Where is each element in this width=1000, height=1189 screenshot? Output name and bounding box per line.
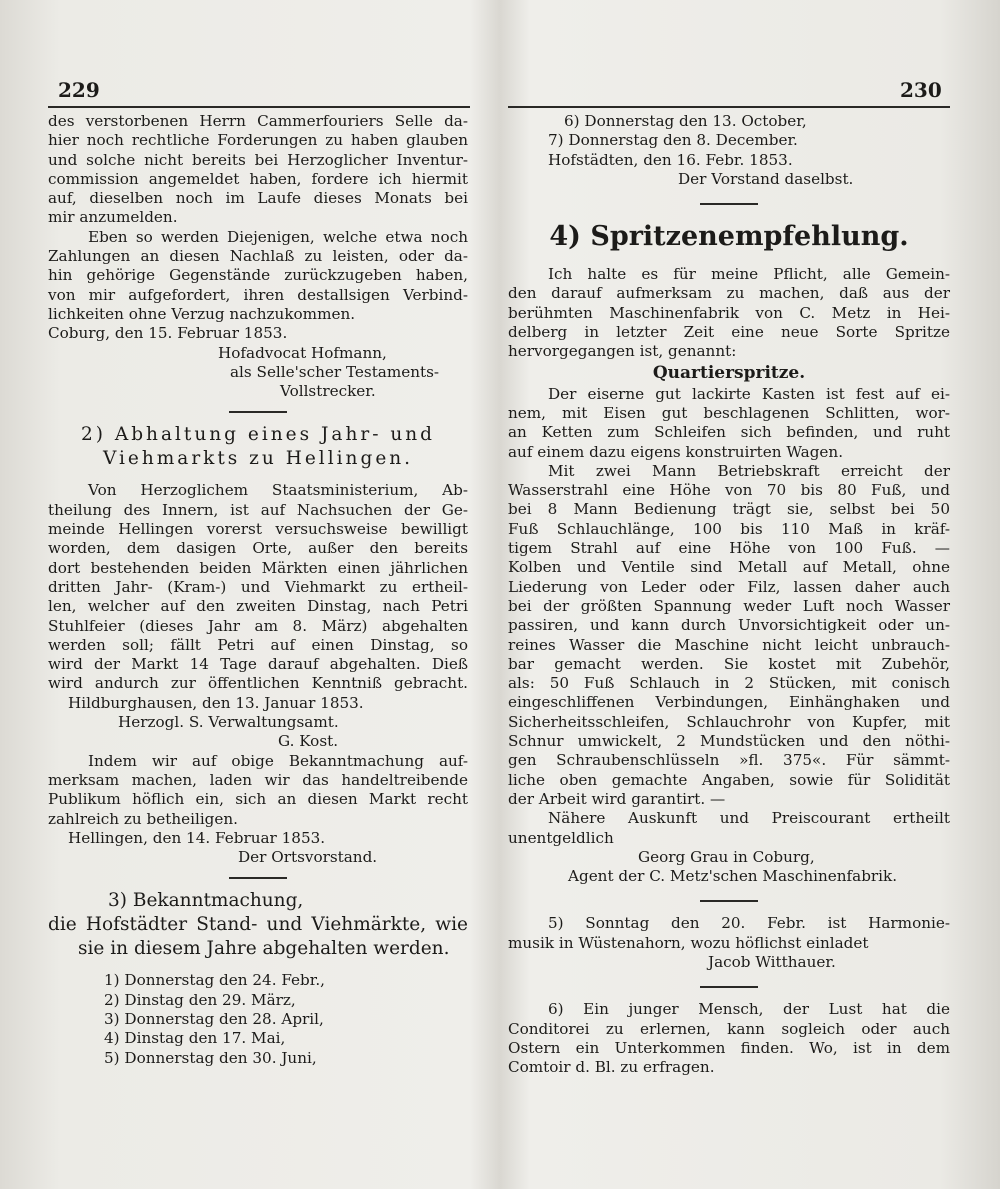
text-line: hier noch rechtliche Forderungen zu haben glauben [48, 131, 468, 150]
text-line: commission angemeldet haben, fordere ich hiermit [48, 169, 468, 188]
section-divider [700, 900, 758, 902]
text-line: auf einem dazu eigens konstruirten Wagen. [508, 442, 844, 461]
signature-line: Jacob Witthauer. [708, 952, 836, 971]
text-line: musik in Wüstenahorn, wozu höflichst einladet [508, 933, 869, 952]
list-item: 1) Donnerstag den 24. Febr., [104, 971, 326, 990]
text-line: Comtoir d. Bl. zu erfragen. [508, 1058, 715, 1077]
text-line: Fuß Schlauchlänge, 100 bis 110 Maß in kräf- [508, 519, 950, 538]
text-line: von mir aufgefordert, ihren destallsigen Verbind- [48, 285, 468, 304]
section-divider [229, 411, 287, 413]
signature-line: Der Ortsvorstand. [238, 848, 378, 867]
page-number-left: 229 [58, 78, 100, 102]
text-line: den darauf aufmerksam zu machen, daß aus der [508, 284, 950, 303]
text-line: Publikum höflich ein, sich an diesen Markt recht [48, 790, 468, 809]
notice-2-heading [48, 423, 468, 471]
text-line: Eben so werden Diejenigen, welche etwa noch [88, 227, 468, 246]
page-number-right: 230 [900, 78, 942, 102]
list-item: 4) Dinstag den 17. Mai, [104, 1029, 286, 1048]
header-rule-left [48, 106, 470, 108]
section-divider [229, 877, 287, 879]
text-line: meinde Hellingen vorerst versuchsweise bewilligt [48, 520, 468, 539]
dateline: Hildburghausen, den 13. Januar 1853. [68, 693, 364, 712]
text-line: passiren, und kann durch Unvorsichtigkeit oder un- [508, 616, 950, 635]
section-divider [700, 203, 758, 205]
header-rule-right [508, 106, 950, 108]
signature-line: Herzogl. S. Verwaltungsamt. [118, 713, 339, 732]
text-line: Mit zwei Mann Betriebskraft erreicht der [548, 461, 950, 480]
notice-2-paragraph [48, 481, 468, 693]
heading-line: 3) Bekanntmachung, [108, 890, 304, 912]
text-line: liche oben gemachte Angaben, sowie für Solidität [508, 770, 950, 789]
text-line: Schnur umwickelt, 2 Mundstücken und den nöthi- [508, 732, 950, 751]
heading-line: die Hofstädter Stand- und Viehmärkte, wie [48, 914, 468, 936]
text-line: eingeschliffenen Verbindungen, Einhänghaken und [508, 693, 950, 712]
text-line: nem, mit Eisen gut beschlagenen Schlitten, wor- [508, 403, 950, 422]
dateline: Hofstädten, den 16. Febr. 1853. [548, 150, 793, 169]
product-name: Quartierspritze. [652, 362, 806, 383]
signature-line: Der Vorstand daselbst. [678, 169, 854, 188]
text-line: worden, dem dasigen Orte, außer den bereits [48, 539, 468, 558]
text-line: dritten Jahr- (Kram-) und Viehmarkt zu ertheil- [48, 577, 468, 596]
text-line: bar gemacht werden. Sie kostet mit Zubehör, [508, 654, 950, 673]
text-line: wird andurch zur öffentlichen Kenntniß gebracht. [48, 674, 468, 693]
text-line: delberg in letzter Zeit eine neue Sorte Spritze [508, 323, 950, 342]
text-line: Ostern ein Unterkommen finden. Wo, ist in dem [508, 1038, 950, 1057]
text-line: bei 8 Mann Bedienung trägt sie, selbst bei 50 [508, 500, 950, 519]
section-divider [700, 986, 758, 988]
notice-1-paragraph-1 [48, 112, 468, 228]
text-line: Zahlungen an diesen Nachlaß zu leisten, oder da- [48, 247, 468, 266]
text-line: Sicherheitsschleifen, Schlauchrohr von Kupfer, mit [508, 712, 950, 731]
text-line: tigem Strahl auf eine Höhe von 100 Fuß. — [508, 539, 950, 558]
text-line: gen Schraubenschlüsseln »fl. 375«. Für sämmt- [508, 751, 950, 770]
heading-line: 2) Abhaltung eines Jahr- und [80, 424, 436, 446]
text-line: Liederung von Leder oder Filz, lassen daher auch [508, 577, 950, 596]
list-item: 2) Dinstag den 29. März, [104, 990, 296, 1009]
signature-line: Georg Grau in Coburg, [638, 847, 815, 866]
text-line: unentgeldlich [508, 828, 614, 847]
text-line: als: 50 Fuß Schlauch in 2 Stücken, mit conisch [508, 674, 950, 693]
notice-4-paragraph-1 [508, 265, 950, 361]
text-line: des verstorbenen Herrn Cammerfouriers Selle da- [48, 112, 468, 130]
signature-line: als Selle'scher Testaments- [230, 362, 440, 381]
text-line: und solche nicht bereits bei Herzoglicher Inventur- [48, 150, 468, 169]
dateline: Hellingen, den 14. Februar 1853. [68, 828, 326, 847]
signature-line: Hofadvocat Hofmann, [218, 343, 387, 362]
notice-2-invitation [48, 752, 468, 829]
list-item: 6) Donnerstag den 13. October, [564, 112, 807, 130]
signature-line: G. Kost. [278, 732, 339, 751]
text-line: berühmten Maschinenfabrik von C. Metz in Hei- [508, 303, 950, 322]
left-column [48, 112, 468, 1068]
notice-1-paragraph-2 [48, 228, 468, 324]
text-line: len, welcher auf den zweiten Dinstag, nach Petri [48, 597, 468, 616]
text-line: Kolben und Ventile sind Metall auf Metall, ohne [508, 558, 950, 577]
text-line: Wasserstrahl eine Höhe von 70 bis 80 Fuß, und [508, 481, 950, 500]
list-item: 3) Donnerstag den 28. April, [104, 1009, 324, 1028]
text-line: 6) Ein junger Mensch, der Lust hat die [548, 1000, 950, 1019]
text-line: bei der größten Spannung weder Luft noch Wasser [508, 596, 950, 615]
text-line: der Arbeit wird garantirt. — [508, 789, 726, 808]
notice-3-heading [48, 889, 468, 961]
text-line: auf, dieselben noch im Laufe dieses Monats bei [48, 189, 468, 208]
notice-4-paragraph-4 [508, 809, 950, 848]
text-line: Nähere Auskunft und Preiscourant ertheilt [548, 809, 950, 828]
text-line: theilung des Innern, ist auf Nachsuchen der Ge- [48, 500, 468, 519]
text-line: mir anzumelden. [48, 208, 178, 227]
text-line: Conditorei zu erlernen, kann sogleich oder auch [508, 1019, 950, 1038]
text-line: Indem wir auf obige Bekanntmachung auf- [88, 751, 468, 770]
text-line: Stuhlfeier (dieses Jahr am 8. März) abgehalten [48, 616, 468, 635]
text-line: an Ketten zum Schleifen sich befinden, und ruht [508, 423, 950, 442]
notice-4-heading: 4) Spritzenempfehlung. [549, 221, 909, 253]
list-item: 7) Donnerstag den 8. December. [548, 131, 798, 150]
market-dates-list [48, 971, 468, 1067]
right-column [508, 112, 950, 1077]
text-line: Der eiserne gut lackirte Kasten ist fest auf ei- [548, 384, 950, 403]
heading-line: sie in diesem Jahre abgehalten werden. [78, 938, 450, 960]
notice-6-paragraph [508, 1000, 950, 1077]
signature-block [48, 344, 468, 402]
signature-line: Vollstrecker. [280, 382, 376, 401]
text-line: 5) Sonntag den 20. Febr. ist Harmonie- [548, 914, 950, 933]
text-line: Ich halte es für meine Pflicht, alle Gemein- [548, 265, 950, 284]
heading-line: Viehmarkts zu Hellingen. [102, 448, 414, 470]
text-line: dort bestehenden beiden Märkten einen jährlichen [48, 558, 468, 577]
text-line: wird der Markt 14 Tage darauf abgehalten. Dieß [48, 655, 468, 674]
text-line: zahlreich zu betheiligen. [48, 809, 238, 828]
notice-4-paragraph-3 [508, 462, 950, 809]
dateline: Coburg, den 15. Februar 1853. [48, 324, 288, 343]
notice-4-paragraph-2 [508, 385, 950, 462]
signature-line: Agent der C. Metz'schen Maschinenfabrik. [568, 867, 898, 886]
text-line: hervorgegangen ist, genannt: [508, 342, 737, 361]
text-line: merksam machen, laden wir das handeltreibende [48, 770, 468, 789]
market-dates-list-continued [508, 112, 950, 151]
text-line: reines Wasser die Maschine nicht leicht unbrauch- [508, 635, 950, 654]
list-item: 5) Donnerstag den 30. Juni, [104, 1048, 317, 1067]
notice-5-paragraph [508, 914, 950, 953]
text-line: Von Herzoglichem Staatsministerium, Ab- [88, 481, 468, 500]
text-line: hin gehörige Gegenstände zurückzugeben haben, [48, 266, 468, 285]
text-line: werden soll; fällt Petri auf einen Dinstag, so [48, 635, 468, 654]
text-line: lichkeiten ohne Verzug nachzukommen. [48, 304, 356, 323]
